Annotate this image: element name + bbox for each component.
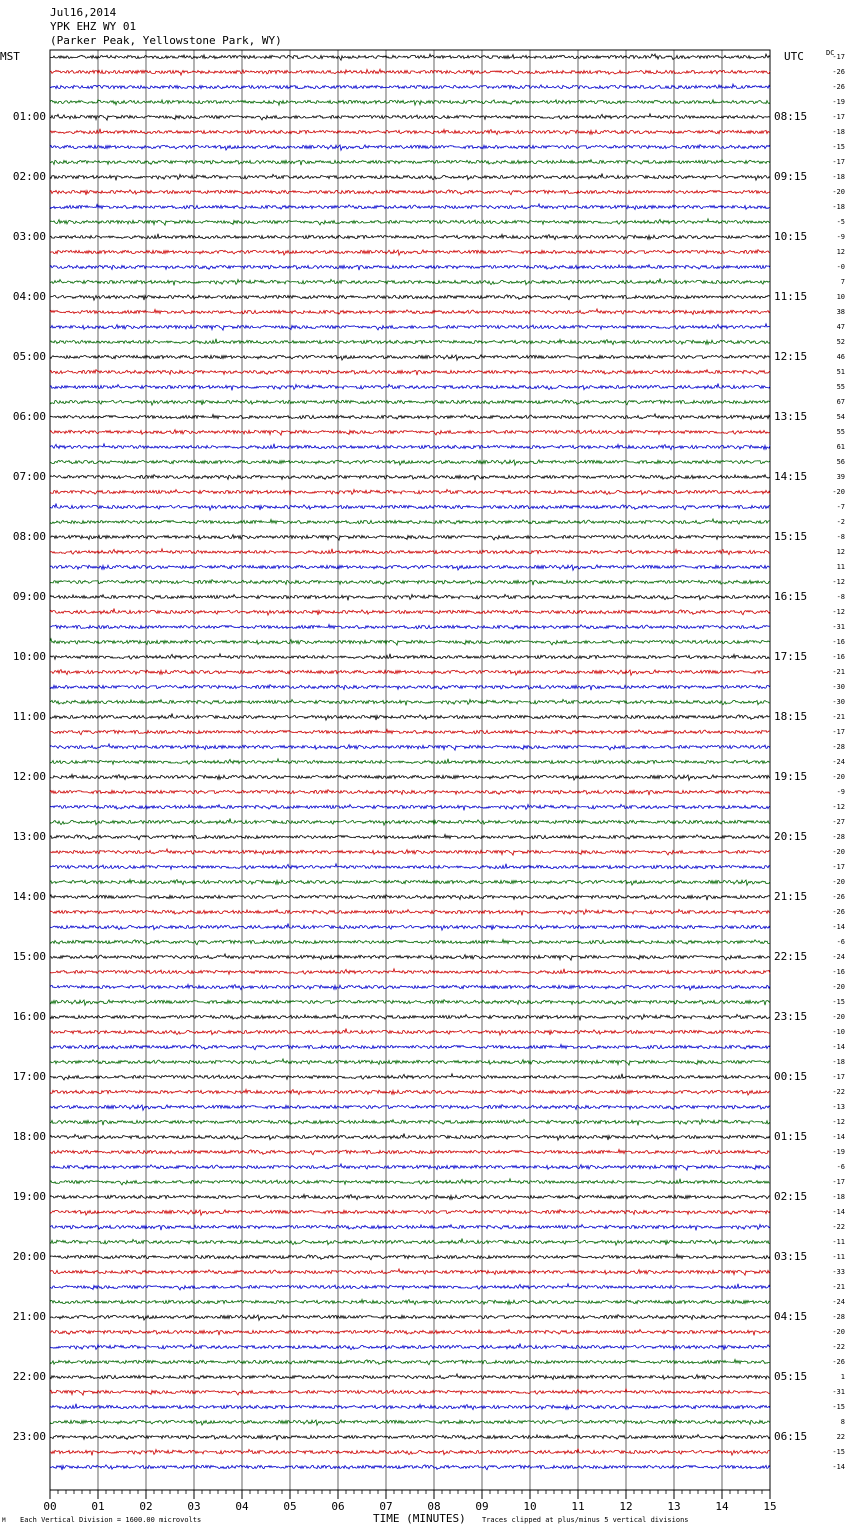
seismic-trace — [50, 1210, 770, 1216]
seismic-trace — [50, 84, 770, 89]
left-timezone-label: MST — [0, 50, 20, 63]
dc-offset-value: 51 — [836, 368, 845, 376]
hour-label-right: 17:15 — [774, 650, 808, 663]
seismic-trace — [50, 1435, 770, 1441]
dc-offset-value: -17 — [832, 53, 845, 61]
dc-offset-value: -17 — [832, 158, 845, 166]
dc-offset-value: 8 — [840, 1418, 845, 1426]
seismic-trace — [50, 1045, 770, 1050]
seismic-trace — [50, 430, 770, 436]
seismic-trace — [50, 654, 770, 660]
seismic-trace — [50, 835, 770, 840]
seismic-trace — [50, 1225, 770, 1231]
seismic-trace — [50, 565, 770, 570]
vertical-division-note: Each Vertical Division = 1600.00 microvolts — [20, 1516, 202, 1524]
seismic-trace — [50, 639, 770, 645]
seismic-trace — [50, 864, 770, 870]
dc-offset-value: 67 — [836, 398, 845, 406]
seismic-trace — [50, 535, 770, 541]
seismic-trace — [50, 129, 770, 135]
dc-offset-value: -21 — [832, 713, 845, 721]
dc-offset-value: 56 — [836, 458, 845, 466]
dc-offset-value: -20 — [832, 488, 845, 496]
seismic-trace — [50, 384, 770, 391]
seismic-trace — [50, 54, 770, 60]
dc-offset-value: 38 — [836, 308, 845, 316]
hour-label-right: 06:15 — [774, 1430, 808, 1443]
seismic-trace — [50, 295, 770, 300]
dc-offset-value: -18 — [832, 173, 845, 181]
hour-label-left: 11:00 — [12, 710, 46, 723]
hour-label-left: 20:00 — [12, 1250, 46, 1263]
seismic-trace — [50, 984, 770, 990]
dc-offset-value: -8 — [836, 533, 845, 541]
dc-offset-value: -16 — [832, 638, 845, 646]
seismic-trace — [50, 1089, 770, 1095]
dc-offset-value: -20 — [832, 878, 845, 886]
dc-offset-value: -10 — [832, 1028, 845, 1036]
seismic-trace — [50, 100, 770, 106]
dc-offset-value: 54 — [836, 413, 845, 421]
dc-offset-value: -22 — [832, 1223, 845, 1231]
hour-label-left: 10:00 — [12, 650, 46, 663]
dc-offset-value: -19 — [832, 98, 845, 106]
hour-label-left: 04:00 — [12, 290, 46, 303]
seismic-trace — [50, 1105, 770, 1111]
clipping-note: Traces clipped at plus/minus 5 vertical divisions — [482, 1516, 689, 1524]
dc-offset-value: -11 — [832, 1253, 845, 1261]
seismic-trace — [50, 265, 770, 271]
dc-offset-value: -11 — [832, 1238, 845, 1246]
dc-offset-value: -20 — [832, 188, 845, 196]
hour-label-left: 08:00 — [12, 530, 46, 543]
dc-offset-value: -24 — [832, 1298, 845, 1306]
chart-date: Jul16,2014 — [50, 6, 117, 19]
seismic-trace — [50, 414, 770, 420]
seismic-trace — [50, 219, 770, 225]
dc-offset-value: -15 — [832, 143, 845, 151]
seismic-trace — [50, 1330, 770, 1336]
seismic-trace — [50, 580, 770, 586]
dc-offset-value: -17 — [832, 1178, 845, 1186]
seismic-trace — [50, 804, 770, 810]
dc-offset-value: -28 — [832, 743, 845, 751]
dc-offset-value: -17 — [832, 113, 845, 121]
seismic-trace — [50, 114, 770, 120]
dc-offset-value: -20 — [832, 983, 845, 991]
seismic-trace — [50, 685, 770, 691]
x-tick-label: 13 — [667, 1500, 681, 1513]
station-code: YPK EHZ WY 01 — [50, 20, 137, 33]
hour-label-left: 12:00 — [12, 770, 46, 783]
seismic-trace — [50, 1360, 770, 1365]
seismic-trace — [50, 714, 770, 721]
dc-offset-value: -14 — [832, 1463, 845, 1471]
dc-offset-value: -28 — [832, 1313, 845, 1321]
seismic-trace — [50, 849, 770, 855]
seismic-trace — [50, 609, 770, 616]
dc-offset-value: -8 — [836, 593, 845, 601]
hour-label-left: 17:00 — [12, 1070, 46, 1083]
hour-label-right: 22:15 — [774, 950, 808, 963]
seismic-trace — [50, 744, 770, 750]
dc-offset-value: -16 — [832, 653, 845, 661]
dc-offset-value: -18 — [832, 203, 845, 211]
dc-offset-value: 55 — [836, 383, 845, 391]
dc-offset-value: -26 — [832, 908, 845, 916]
seismic-trace — [50, 1074, 770, 1080]
seismic-trace — [50, 1449, 770, 1456]
seismic-trace — [50, 1120, 770, 1126]
seismic-trace — [50, 954, 770, 960]
dc-offset-value: -22 — [832, 1343, 845, 1351]
seismic-trace — [50, 145, 770, 151]
dc-offset-value: -20 — [832, 1013, 845, 1021]
hour-label-left: 16:00 — [12, 1010, 46, 1023]
seismic-trace — [50, 774, 770, 780]
hour-label-right: 10:15 — [774, 230, 808, 243]
seismic-trace — [50, 924, 770, 931]
seismic-trace — [50, 940, 770, 945]
dc-offset-value: -5 — [836, 218, 845, 226]
seismic-trace — [50, 1404, 770, 1410]
hour-label-left: 13:00 — [12, 830, 46, 843]
seismic-trace — [50, 519, 770, 524]
x-tick-label: 01 — [91, 1500, 105, 1513]
dc-offset-value: 10 — [836, 293, 845, 301]
seismic-trace — [50, 324, 770, 330]
x-tick-label: 12 — [619, 1500, 633, 1513]
seismic-trace — [50, 1029, 770, 1036]
dc-offset-value: -9 — [836, 233, 845, 241]
dc-offset-value: 39 — [836, 473, 845, 481]
seismic-trace — [50, 1269, 770, 1275]
hour-label-right: 12:15 — [774, 350, 808, 363]
dc-offset-value: -27 — [832, 818, 845, 826]
seismic-trace — [50, 1194, 770, 1199]
dc-offset-value: -20 — [832, 773, 845, 781]
hour-label-right: 23:15 — [774, 1010, 808, 1023]
dc-offset-value: -26 — [832, 83, 845, 91]
dc-offset-value: -15 — [832, 1448, 845, 1456]
seismic-trace — [50, 250, 770, 256]
seismic-trace — [50, 279, 770, 286]
x-tick-label: 08 — [427, 1500, 441, 1513]
dc-offset-value: -12 — [832, 803, 845, 811]
hour-label-left: 05:00 — [12, 350, 46, 363]
seismic-trace — [50, 160, 770, 166]
hour-label-right: 18:15 — [774, 710, 808, 723]
hour-label-right: 08:15 — [774, 110, 808, 123]
dc-offset-value: -30 — [832, 698, 845, 706]
x-tick-label: 15 — [763, 1500, 777, 1513]
dc-offset-value: -17 — [832, 1073, 845, 1081]
dc-offset-value: -14 — [832, 1208, 845, 1216]
dc-offset-value: -12 — [832, 578, 845, 586]
seismic-trace — [50, 909, 770, 915]
dc-offset-value: -24 — [832, 758, 845, 766]
seismic-trace — [50, 1239, 770, 1246]
dc-offset-value: -6 — [836, 1163, 845, 1171]
dc-offset-value: -20 — [832, 848, 845, 856]
dc-offset-value: 11 — [836, 563, 845, 571]
dc-offset-value: 55 — [836, 428, 845, 436]
seismic-trace — [50, 730, 770, 735]
seismic-trace — [50, 879, 770, 885]
dc-offset-value: 1 — [840, 1373, 845, 1381]
dc-offset-value: 12 — [836, 548, 845, 556]
seismic-trace — [50, 69, 770, 75]
hour-label-left: 18:00 — [12, 1130, 46, 1143]
dc-offset-label: DC — [826, 49, 835, 57]
seismic-trace — [50, 1374, 770, 1380]
x-tick-label: 14 — [715, 1500, 729, 1513]
dc-offset-value: -12 — [832, 1118, 845, 1126]
seismic-trace — [50, 444, 770, 450]
seismic-trace — [50, 1059, 770, 1065]
dc-offset-value: -2 — [836, 518, 845, 526]
hour-label-right: 21:15 — [774, 890, 808, 903]
seismic-trace — [50, 1465, 770, 1470]
seismic-trace — [50, 504, 770, 511]
seismic-trace — [50, 460, 770, 465]
hour-label-right: 09:15 — [774, 170, 808, 183]
x-tick-label: 05 — [283, 1500, 297, 1513]
hour-label-right: 03:15 — [774, 1250, 808, 1263]
dc-offset-value: -28 — [832, 833, 845, 841]
seismic-trace — [50, 699, 770, 705]
seismic-trace — [50, 190, 770, 195]
x-tick-label: 11 — [571, 1500, 585, 1513]
hour-label-left: 21:00 — [12, 1310, 46, 1323]
hour-label-right: 00:15 — [774, 1070, 808, 1083]
dc-offset-value: -18 — [832, 1193, 845, 1201]
seismic-trace — [50, 1014, 770, 1020]
dc-offset-value: -26 — [832, 893, 845, 901]
footer-mark: M — [2, 1517, 6, 1524]
right-timezone-label: UTC — [784, 50, 804, 63]
seismic-trace — [50, 549, 770, 555]
hour-label-right: 15:15 — [774, 530, 808, 543]
hour-label-right: 16:15 — [774, 590, 808, 603]
x-axis-label: TIME (MINUTES) — [373, 1512, 466, 1525]
dc-offset-value: -7 — [836, 503, 845, 511]
hour-label-left: 23:00 — [12, 1430, 46, 1443]
seismic-trace — [50, 1420, 770, 1426]
dc-offset-value: -18 — [832, 1058, 845, 1066]
seismic-trace — [50, 1344, 770, 1351]
x-tick-label: 03 — [187, 1500, 201, 1513]
seismic-trace — [50, 1284, 770, 1290]
seismic-trace — [50, 670, 770, 676]
hour-label-left: 19:00 — [12, 1190, 46, 1203]
seismic-trace — [50, 1179, 770, 1185]
seismic-trace — [50, 594, 770, 600]
seismic-trace — [50, 1150, 770, 1155]
seismic-trace — [50, 819, 770, 826]
seismic-trace — [50, 309, 770, 315]
dc-offset-value: -14 — [832, 923, 845, 931]
seismic-trace — [50, 1315, 770, 1321]
hour-label-right: 04:15 — [774, 1310, 808, 1323]
hour-label-left: 06:00 — [12, 410, 46, 423]
dc-offset-value: -21 — [832, 1283, 845, 1291]
dc-offset-value: -9 — [836, 788, 845, 796]
hour-label-right: 11:15 — [774, 290, 808, 303]
dc-offset-value: -0 — [836, 263, 845, 271]
seismic-trace — [50, 475, 770, 481]
hour-label-left: 22:00 — [12, 1370, 46, 1383]
hour-label-left: 09:00 — [12, 590, 46, 603]
seismic-trace — [50, 790, 770, 796]
dc-offset-value: 7 — [840, 278, 845, 286]
x-tick-label: 04 — [235, 1500, 249, 1513]
dc-offset-value: -17 — [832, 863, 845, 871]
dc-offset-value: -31 — [832, 623, 845, 631]
dc-offset-value: -17 — [832, 728, 845, 736]
seismic-trace — [50, 625, 770, 630]
x-tick-label: 09 — [475, 1500, 489, 1513]
dc-offset-value: -14 — [832, 1133, 845, 1141]
seismic-trace — [50, 895, 770, 901]
dc-offset-value: -22 — [832, 1088, 845, 1096]
hour-label-left: 14:00 — [12, 890, 46, 903]
dc-offset-value: -15 — [832, 1403, 845, 1411]
dc-offset-value: 12 — [836, 248, 845, 256]
seismic-trace — [50, 204, 770, 210]
seismic-trace — [50, 759, 770, 765]
hour-label-right: 01:15 — [774, 1130, 808, 1143]
dc-offset-value: -26 — [832, 68, 845, 76]
dc-offset-value: 22 — [836, 1433, 845, 1441]
seismic-trace — [50, 1255, 770, 1260]
x-tick-label: 07 — [379, 1500, 393, 1513]
hour-label-left: 07:00 — [12, 470, 46, 483]
dc-offset-value: 61 — [836, 443, 845, 451]
dc-offset-value: 52 — [836, 338, 845, 346]
dc-offset-value: -30 — [832, 683, 845, 691]
dc-offset-value: -21 — [832, 668, 845, 676]
x-tick-label: 10 — [523, 1500, 537, 1513]
hour-label-left: 03:00 — [12, 230, 46, 243]
dc-offset-value: -33 — [832, 1268, 845, 1276]
hour-label-right: 13:15 — [774, 410, 808, 423]
seismic-trace — [50, 174, 770, 181]
hour-label-right: 02:15 — [774, 1190, 808, 1203]
seismic-trace — [50, 1299, 770, 1304]
hour-label-right: 14:15 — [774, 470, 808, 483]
dc-offset-value: -19 — [832, 1148, 845, 1156]
seismic-trace — [50, 339, 770, 345]
seismic-trace — [50, 1000, 770, 1006]
dc-offset-value: -6 — [836, 938, 845, 946]
dc-offset-value: -14 — [832, 1043, 845, 1051]
dc-offset-value: -16 — [832, 968, 845, 976]
dc-offset-value: -26 — [832, 1358, 845, 1366]
dc-offset-value: 47 — [836, 323, 845, 331]
seismic-trace — [50, 234, 770, 240]
seismic-trace — [50, 370, 770, 376]
x-tick-label: 00 — [43, 1500, 57, 1513]
station-location: (Parker Peak, Yellowstone Park, WY) — [50, 34, 282, 47]
hour-label-left: 15:00 — [12, 950, 46, 963]
hour-label-right: 05:15 — [774, 1370, 808, 1383]
hour-label-left: 02:00 — [12, 170, 46, 183]
hour-label-left: 01:00 — [12, 110, 46, 123]
dc-offset-value: -20 — [832, 1328, 845, 1336]
seismic-trace — [50, 969, 770, 975]
seismic-trace — [50, 355, 770, 360]
dc-offset-value: -31 — [832, 1388, 845, 1396]
dc-offset-value: -15 — [832, 998, 845, 1006]
seismic-trace — [50, 489, 770, 495]
dc-offset-value: -12 — [832, 608, 845, 616]
seismic-trace — [50, 1389, 770, 1395]
seismic-trace — [50, 400, 770, 405]
hour-label-right: 20:15 — [774, 830, 808, 843]
dc-offset-value: -13 — [832, 1103, 845, 1111]
seismic-trace — [50, 1164, 770, 1170]
dc-offset-value: -18 — [832, 128, 845, 136]
x-tick-label: 06 — [331, 1500, 345, 1513]
dc-offset-value: 46 — [836, 353, 845, 361]
x-tick-label: 02 — [139, 1500, 153, 1513]
hour-label-right: 19:15 — [774, 770, 808, 783]
seismic-trace — [50, 1134, 770, 1141]
dc-offset-value: -24 — [832, 953, 845, 961]
